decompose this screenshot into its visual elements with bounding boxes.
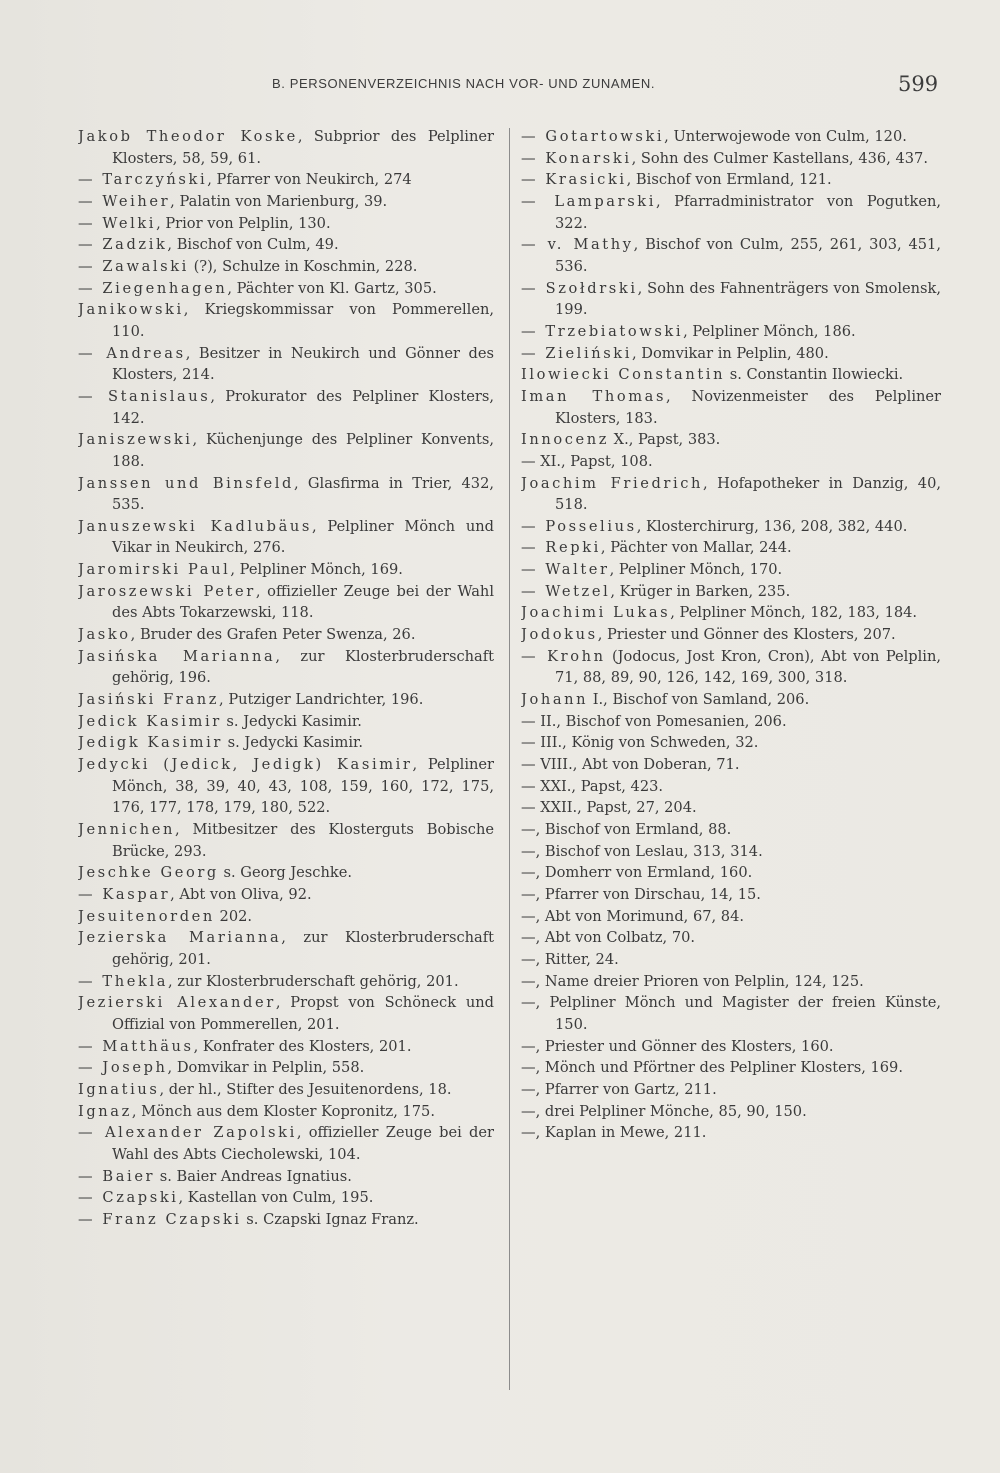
index-entry	[521, 581, 941, 603]
index-entry	[521, 516, 941, 538]
entry-name: — Joseph	[78, 1059, 168, 1077]
index-entry	[78, 1187, 494, 1209]
index-entry	[78, 169, 494, 191]
entry-text: — XI., Papst, 108.	[521, 452, 653, 470]
entry-name: — Thekla	[78, 972, 169, 990]
entry-name: — Walter	[521, 561, 610, 579]
entry-text: —, Ritter, 24.	[521, 950, 619, 968]
entry-text: , Subprior des Pelpliner Klosters, 58, 59, 61.	[112, 128, 494, 167]
entry-text: —, Bischof von Leslau, 313, 314.	[521, 842, 763, 860]
entry-text: s. Constantin Ilowiecki.	[725, 366, 904, 384]
entry-name: Jedick Kasimir	[78, 712, 222, 730]
entry-text: , Pelpliner Mönch, 169.	[230, 561, 403, 579]
index-entry	[78, 862, 494, 884]
entry-name: Janikowski	[78, 301, 184, 319]
index-entry	[78, 927, 494, 970]
entry-name: Ignatius	[78, 1080, 160, 1098]
entry-text: , Kastellan von Culm, 195.	[178, 1189, 374, 1207]
index-entry	[78, 1209, 494, 1231]
entry-name: — Welki	[78, 214, 157, 232]
header-title: B. PERSONENVERZEICHNIS NACH VOR- UND ZUNAMEN.	[272, 76, 656, 91]
entry-text: , Propst von Schöneck und Offizial von Pommerellen, 201.	[112, 994, 494, 1033]
index-entry	[521, 646, 941, 689]
entry-name: — Franz Czapski	[78, 1210, 242, 1228]
entry-name: — Posselius	[521, 517, 637, 535]
index-entry	[521, 278, 941, 321]
index-entry	[78, 191, 494, 213]
index-entry	[521, 537, 941, 559]
entry-name: Jedycki (Jedick, Jedigk) Kasimir	[78, 756, 413, 774]
entry-text: s. Georg Jeschke.	[218, 864, 352, 882]
index-entry	[521, 126, 941, 148]
entry-text: , Glasfirma in Trier, 432, 535.	[112, 474, 494, 514]
index-entry	[521, 819, 941, 841]
index-entry	[78, 1036, 494, 1058]
entry-text: , offizieller Zeuge bei der Wahl des Abts Ciecholewski, 104.	[112, 1124, 494, 1163]
entry-text: —, Mönch und Pförtner des Pelpliner Klosters, 169.	[521, 1059, 903, 1077]
running-header	[0, 72, 1000, 100]
index-entry	[78, 992, 494, 1035]
entry-text: I., Bischof von Samland, 206.	[588, 691, 810, 709]
index-entry	[521, 473, 941, 516]
index-entry	[78, 819, 494, 862]
entry-text: , Sohn des Culmer Kastellans, 436, 437.	[631, 149, 928, 167]
entry-name: — Szołdrski	[521, 279, 638, 297]
entry-name: Ignaz	[78, 1102, 132, 1120]
entry-text: —, Abt von Morimund, 67, 84.	[521, 907, 745, 925]
entry-name: Jezierski Alexander	[78, 994, 276, 1012]
entry-text: , Pelpliner Mönch, 38, 39, 40, 43, 108, 159, 160, 172, 175, 176, 177, 178, 179, 180, 522.	[112, 756, 494, 817]
entry-text: , Prior von Pelplin, 130.	[156, 214, 331, 232]
entry-text: —, Name dreier Prioren von Pelplin, 124, 125.	[521, 972, 864, 990]
index-entry	[521, 797, 941, 819]
index-entry	[521, 343, 941, 365]
entry-text: s. Baier Andreas Ignatius.	[155, 1167, 352, 1185]
entry-name: — Ziegenhagen	[78, 279, 228, 297]
index-entry	[78, 1101, 494, 1123]
entry-name: — Andreas	[78, 344, 186, 362]
index-entry	[78, 732, 494, 754]
entry-name: Jasiński Franz	[78, 691, 220, 709]
entry-name: — Stanislaus	[78, 387, 211, 405]
index-entry	[78, 1166, 494, 1188]
entry-text: , Klosterchirurg, 136, 208, 382, 440.	[636, 517, 908, 535]
index-entry	[521, 949, 941, 971]
entry-text: , Pelpliner Mönch, 170.	[609, 561, 783, 579]
index-entry	[521, 689, 941, 711]
index-entry	[78, 689, 494, 711]
index-entry	[521, 1079, 941, 1101]
index-entry	[521, 992, 941, 1035]
entry-text: , Mönch aus dem Kloster Kopronitz, 175.	[131, 1102, 435, 1120]
entry-text: , Pächter von Kl. Gartz, 305.	[227, 279, 437, 297]
entry-text: , Novizenmeister des Pelpliner Klosters, 183.	[555, 387, 941, 427]
entry-name: Jedigk Kasimir	[78, 734, 223, 752]
entry-name: Janiszewski	[78, 431, 193, 449]
entry-name: Jezierska Marianna	[78, 929, 282, 947]
index-entry	[521, 906, 941, 928]
entry-name: — Matthäus	[78, 1037, 194, 1055]
entry-name: Joachimi Lukas	[521, 604, 671, 622]
entry-name: Jaroszewski Peter	[78, 582, 256, 600]
entry-text: , zur Klosterbruderschaft gehörig, 201.	[168, 972, 459, 990]
index-entry	[78, 581, 494, 624]
entry-name: — Krasicki	[521, 171, 627, 189]
index-entry	[78, 906, 494, 928]
entry-text: 202.	[214, 907, 253, 925]
entry-text: , Pelpliner Mönch und Vikar in Neukirch, 276.	[112, 517, 494, 557]
entry-name: Jesuitenorden	[78, 907, 215, 925]
index-entry	[521, 754, 941, 776]
index-entry	[78, 711, 494, 733]
entry-name: — Lamparski	[521, 192, 656, 210]
index-entry	[521, 169, 941, 191]
left-column	[78, 126, 494, 1230]
index-entry	[78, 234, 494, 256]
index-entry	[521, 386, 941, 429]
entry-name: — Wetzel	[521, 582, 611, 600]
entry-text: , Bischof von Culm, 255, 261, 303, 451, 536.	[555, 236, 941, 275]
index-entry	[78, 429, 494, 472]
index-entry	[521, 862, 941, 884]
entry-text: , Sohn des Fahnenträgers von Smolensk, 199.	[555, 279, 941, 319]
entry-text: , Priester und Gönner des Klosters, 207.	[597, 626, 896, 644]
index-entry	[78, 1122, 494, 1165]
index-entry	[78, 126, 494, 169]
entry-text: , Bischof von Ermland, 121.	[626, 171, 832, 189]
entry-text: , Pfarradministrator von Pogutken, 322.	[555, 192, 941, 232]
entry-name: Johann	[521, 691, 589, 709]
entry-text: , Besitzer in Neukirch und Gönner des Klosters, 214.	[112, 344, 494, 384]
entry-text: , Pelpliner Mönch, 186.	[683, 322, 856, 340]
entry-name: — Konarski	[521, 149, 632, 167]
entry-text: , Palatin von Marienburg, 39.	[170, 192, 388, 210]
index-entry	[521, 1036, 941, 1058]
index-entry	[521, 971, 941, 993]
index-entry	[78, 884, 494, 906]
index-entry	[521, 624, 941, 646]
entry-name: — Weiher	[78, 192, 171, 210]
entry-text: , Domvikar in Pelplin, 480.	[632, 344, 829, 362]
entry-text: , Krüger in Barken, 235.	[610, 582, 791, 600]
index-entry	[78, 278, 494, 300]
entry-text: (Jodocus, Jost Kron, Cron), Abt von Pelplin, 71, 88, 89, 90, 126, 142, 169, 300, 318.	[555, 647, 941, 687]
index-entry	[78, 386, 494, 429]
entry-text: , Mitbesitzer des Klosterguts Bobische Brücke, 293.	[112, 821, 494, 860]
entry-name: Innocenz	[521, 431, 610, 449]
entry-name: — Zieliński	[521, 344, 633, 362]
entry-name: Jasko	[78, 626, 131, 644]
entry-name: — Repki	[521, 539, 601, 557]
index-entry	[521, 1057, 941, 1079]
entry-text: , Prokurator des Pelpliner Klosters, 142.	[112, 387, 494, 427]
entry-name: — v. Mathy	[521, 236, 634, 254]
index-entry	[78, 299, 494, 342]
index-entry	[521, 732, 941, 754]
entry-text: , Bischof von Culm, 49.	[167, 236, 339, 254]
entry-text: — VIII., Abt von Doberan, 71.	[521, 756, 740, 774]
entry-name: — Kaspar	[78, 885, 171, 903]
column-divider	[509, 128, 510, 1390]
index-entry	[521, 711, 941, 733]
entry-text: (?), Schulze in Koschmin, 228.	[188, 257, 418, 275]
index-entry	[521, 1122, 941, 1144]
entry-name: Janssen und Binsfeld	[78, 474, 294, 492]
entry-text: , Kriegskommissar von Pommerellen, 110.	[112, 301, 494, 340]
index-entry	[521, 884, 941, 906]
entry-name: Jeschke Georg	[78, 864, 219, 882]
page-number: 599	[898, 72, 939, 96]
index-entry	[78, 516, 494, 559]
entry-text: , Abt von Oliva, 92.	[170, 885, 312, 903]
index-entry	[521, 148, 941, 170]
index-entry	[521, 559, 941, 581]
index-entry	[521, 927, 941, 949]
index-entry	[521, 776, 941, 798]
entry-text: — II., Bischof von Pomesanien, 206.	[521, 712, 787, 730]
index-entry	[78, 343, 494, 386]
index-entry	[78, 559, 494, 581]
entry-text: s. Jedycki Kasimir.	[221, 712, 362, 730]
entry-name: Ilowiecki Constantin	[521, 366, 726, 384]
entry-name: Januszewski Kadlubäus	[78, 517, 312, 535]
entry-text: , Domvikar in Pelplin, 558.	[167, 1059, 365, 1077]
entry-name: Iman Thomas	[521, 387, 667, 405]
entry-text: —, Pfarrer von Gartz, 211.	[521, 1080, 717, 1098]
entry-text: — XXII., Papst, 27, 204.	[521, 799, 697, 817]
index-entry	[78, 473, 494, 516]
index-entry	[78, 1057, 494, 1079]
entry-text: , Pfarrer von Neukirch, 274	[207, 171, 412, 189]
entry-text: — XXI., Papst, 423.	[521, 777, 664, 795]
index-entry	[521, 191, 941, 234]
entry-name: — Trzebiatowski	[521, 322, 684, 340]
entry-name: — Baier	[78, 1167, 156, 1185]
index-entry	[521, 234, 941, 277]
entry-name: — Zadzik	[78, 236, 168, 254]
entry-name: Joachim Friedrich	[521, 474, 704, 492]
entry-text: —, drei Pelpliner Mönche, 85, 90, 150.	[521, 1102, 807, 1120]
entry-name: — Gotartowski	[521, 128, 665, 145]
index-entry	[521, 321, 941, 343]
index-entry	[521, 364, 941, 386]
entry-text: —, Pfarrer von Dirschau, 14, 15.	[521, 885, 761, 903]
right-column	[521, 126, 941, 1144]
entry-text: , Bruder des Grafen Peter Swenza, 26.	[130, 626, 416, 644]
entry-text: s. Czapski Ignaz Franz.	[241, 1210, 419, 1228]
index-entry	[78, 1079, 494, 1101]
index-entry	[521, 1101, 941, 1123]
entry-text: —, Priester und Gönner des Klosters, 160.	[521, 1037, 834, 1055]
entry-text: , Pächter von Mallar, 244.	[600, 539, 792, 557]
entry-name: Jodokus	[521, 626, 598, 644]
entry-text: , der hl., Stifter des Jesuitenordens, 18.	[159, 1080, 452, 1098]
entry-name: — Alexander Zapolski	[78, 1124, 297, 1142]
entry-text: , Unterwojewode von Culm, 120.	[664, 128, 907, 145]
entry-name: Jennichen	[78, 821, 175, 838]
entry-text: —, Domherr von Ermland, 160.	[521, 864, 753, 882]
entry-text: —, Kaplan in Mewe, 211.	[521, 1124, 707, 1142]
entry-text: , offizieller Zeuge bei der Wahl des Abts Tokarzewski, 118.	[112, 582, 494, 622]
entry-text: — III., König von Schweden, 32.	[521, 734, 759, 752]
entry-name: — Tarczyński	[78, 171, 208, 189]
entry-name: Jasińska Marianna	[78, 647, 276, 665]
index-entry	[78, 213, 494, 235]
entry-name: Jaromirski Paul	[78, 561, 231, 579]
entry-text: , Putziger Landrichter, 196.	[219, 691, 424, 709]
entry-text: , zur Klosterbruderschaft gehörig, 201.	[112, 929, 494, 968]
entry-text: —, Abt von Colbatz, 70.	[521, 929, 696, 947]
entry-text: , Konfrater des Klosters, 201.	[193, 1037, 412, 1055]
entry-text: —, Bischof von Ermland, 88.	[521, 821, 732, 838]
index-entry	[78, 624, 494, 646]
index-entry	[521, 841, 941, 863]
index-entry	[521, 602, 941, 624]
entry-name: Jakob Theodor Koske	[78, 128, 298, 145]
entry-text: s. Jedycki Kasimir.	[222, 734, 364, 752]
entry-text: , Hofapotheker in Danzig, 40, 518.	[555, 474, 941, 514]
index-entry	[78, 754, 494, 819]
index-entry	[78, 971, 494, 993]
entry-text: X., Papst, 383.	[609, 431, 721, 449]
entry-text: , Küchenjunge des Pelpliner Konvents, 188.	[112, 431, 494, 470]
index-entry	[521, 451, 941, 473]
entry-text: —, Pelpliner Mönch und Magister der freien Künste, 150.	[521, 994, 941, 1033]
index-entry	[78, 646, 494, 689]
index-entry	[521, 429, 941, 451]
entry-text: , zur Klosterbruderschaft gehörig, 196.	[112, 647, 494, 687]
entry-text: , Pelpliner Mönch, 182, 183, 184.	[670, 604, 918, 622]
index-entry	[78, 256, 494, 278]
entry-name: — Krohn	[521, 647, 606, 665]
entry-name: — Czapski	[78, 1189, 179, 1207]
entry-name: — Zawalski	[78, 257, 189, 275]
